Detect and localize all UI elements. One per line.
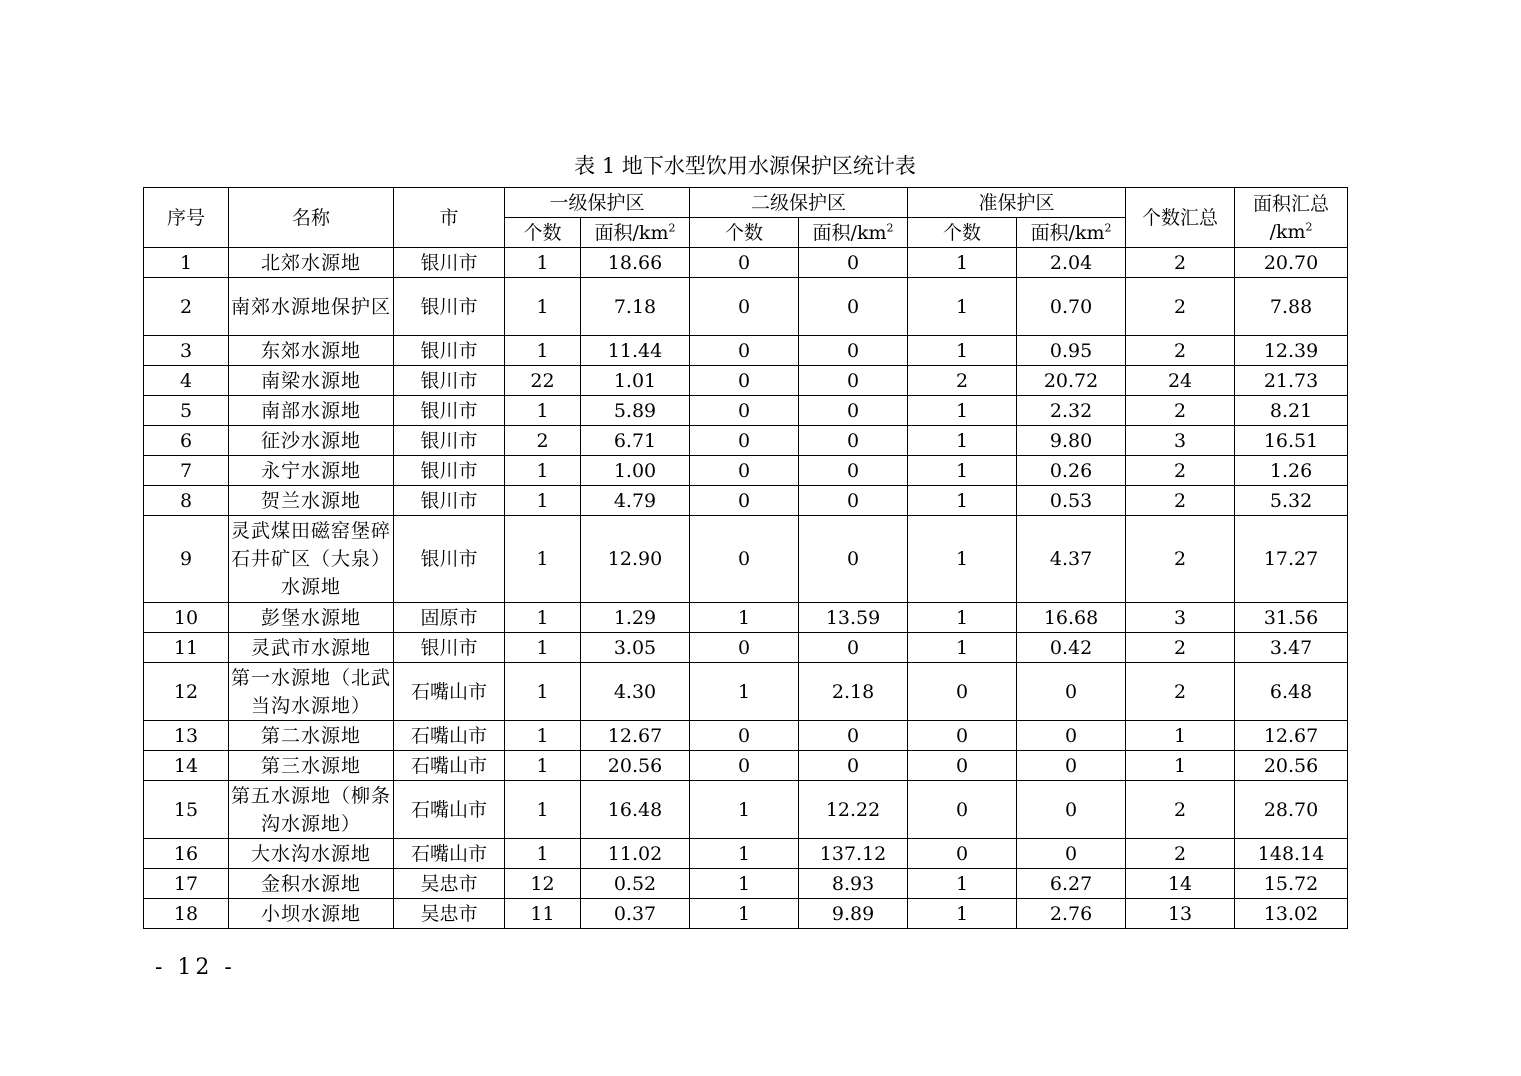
cell-quasi-count: 0 <box>908 663 1017 721</box>
cell-level1-count: 1 <box>505 336 581 366</box>
header-level1: 一级保护区 <box>505 188 690 218</box>
header-area-label: 面积/km <box>812 221 887 244</box>
cell-city: 石嘴山市 <box>394 721 505 751</box>
cell-level1-area: 0.52 <box>581 869 690 899</box>
cell-count-total: 2 <box>1126 633 1235 663</box>
cell-area-total: 8.21 <box>1235 396 1348 426</box>
cell-count-total: 13 <box>1126 899 1235 929</box>
cell-name: 南部水源地 <box>229 396 394 426</box>
cell-seq: 3 <box>144 336 229 366</box>
cell-level2-count: 1 <box>690 663 799 721</box>
cell-city: 银川市 <box>394 248 505 278</box>
cell-level2-area: 0 <box>799 456 908 486</box>
header-area-total-line1: 面积汇总 <box>1253 192 1330 215</box>
cell-quasi-count: 0 <box>908 781 1017 839</box>
cell-level1-area: 4.30 <box>581 663 690 721</box>
cell-city: 银川市 <box>394 456 505 486</box>
cell-count-total: 2 <box>1126 781 1235 839</box>
cell-name: 永宁水源地 <box>229 456 394 486</box>
cell-city: 石嘴山市 <box>394 751 505 781</box>
cell-seq: 5 <box>144 396 229 426</box>
cell-level2-count: 0 <box>690 278 799 336</box>
cell-area-total: 148.14 <box>1235 839 1348 869</box>
header-quasi-area <box>1017 218 1126 248</box>
cell-level1-area: 3.05 <box>581 633 690 663</box>
header-area-label: 面积/km <box>594 221 669 244</box>
cell-level2-area: 12.22 <box>799 781 908 839</box>
header-quasi-count: 个数 <box>908 218 1017 248</box>
cell-city: 银川市 <box>394 336 505 366</box>
cell-seq: 7 <box>144 456 229 486</box>
cell-quasi-area: 2.32 <box>1017 396 1126 426</box>
cell-count-total: 2 <box>1126 248 1235 278</box>
cell-quasi-count: 2 <box>908 366 1017 396</box>
cell-level1-count: 1 <box>505 456 581 486</box>
cell-city: 银川市 <box>394 633 505 663</box>
cell-quasi-count: 1 <box>908 248 1017 278</box>
cell-name: 南梁水源地 <box>229 366 394 396</box>
table-row <box>144 426 1348 456</box>
table-row <box>144 839 1348 869</box>
cell-area-total: 17.27 <box>1235 516 1348 603</box>
statistics-table <box>143 187 1348 929</box>
cell-level2-count: 0 <box>690 248 799 278</box>
cell-level1-area: 20.56 <box>581 751 690 781</box>
cell-quasi-count: 1 <box>908 456 1017 486</box>
cell-area-total: 6.48 <box>1235 663 1348 721</box>
unit-superscript: 2 <box>1305 220 1313 234</box>
cell-name: 灵武市水源地 <box>229 633 394 663</box>
cell-level1-count: 1 <box>505 486 581 516</box>
cell-quasi-count: 1 <box>908 633 1017 663</box>
table-row <box>144 486 1348 516</box>
cell-city: 银川市 <box>394 486 505 516</box>
cell-area-total: 20.70 <box>1235 248 1348 278</box>
header-quasi: 准保护区 <box>908 188 1126 218</box>
cell-quasi-area: 0.42 <box>1017 633 1126 663</box>
cell-city: 银川市 <box>394 516 505 603</box>
cell-quasi-area: 0.70 <box>1017 278 1126 336</box>
cell-count-total: 2 <box>1126 839 1235 869</box>
cell-level1-count: 1 <box>505 839 581 869</box>
cell-level2-count: 0 <box>690 721 799 751</box>
cell-name: 南郊水源地保护区 <box>229 278 394 336</box>
cell-quasi-count: 0 <box>908 721 1017 751</box>
cell-area-total: 21.73 <box>1235 366 1348 396</box>
cell-count-total: 2 <box>1126 456 1235 486</box>
cell-quasi-area: 2.76 <box>1017 899 1126 929</box>
cell-city: 固原市 <box>394 603 505 633</box>
cell-level1-count: 1 <box>505 721 581 751</box>
cell-seq: 12 <box>144 663 229 721</box>
cell-level1-count: 12 <box>505 869 581 899</box>
cell-level2-count: 0 <box>690 633 799 663</box>
cell-quasi-count: 1 <box>908 516 1017 603</box>
cell-count-total: 14 <box>1126 869 1235 899</box>
table-row <box>144 721 1348 751</box>
cell-area-total: 16.51 <box>1235 426 1348 456</box>
cell-count-total: 1 <box>1126 751 1235 781</box>
cell-level1-count: 1 <box>505 396 581 426</box>
cell-level1-area: 6.71 <box>581 426 690 456</box>
header-city: 市 <box>394 188 505 248</box>
cell-city: 银川市 <box>394 366 505 396</box>
header-name: 名称 <box>229 188 394 248</box>
header-count-total: 个数汇总 <box>1126 188 1235 248</box>
table-row <box>144 366 1348 396</box>
header-area-label: 面积/km <box>1030 221 1105 244</box>
cell-level2-area: 8.93 <box>799 869 908 899</box>
cell-seq: 13 <box>144 721 229 751</box>
cell-level1-area: 0.37 <box>581 899 690 929</box>
cell-quasi-area: 4.37 <box>1017 516 1126 603</box>
cell-quasi-count: 1 <box>908 899 1017 929</box>
unit-superscript: 2 <box>668 221 676 235</box>
cell-level1-count: 11 <box>505 899 581 929</box>
cell-quasi-count: 1 <box>908 603 1017 633</box>
table-title: 表 1 地下水型饮用水源保护区统计表 <box>574 154 916 178</box>
table-row <box>144 248 1348 278</box>
cell-name: 东郊水源地 <box>229 336 394 366</box>
cell-count-total: 2 <box>1126 486 1235 516</box>
unit-superscript: 2 <box>1104 221 1112 235</box>
cell-level2-area: 0 <box>799 486 908 516</box>
cell-level2-area: 0 <box>799 751 908 781</box>
cell-level2-count: 0 <box>690 456 799 486</box>
page-number: - 12 - <box>155 955 236 980</box>
cell-level1-area: 16.48 <box>581 781 690 839</box>
cell-level2-count: 0 <box>690 426 799 456</box>
cell-quasi-area: 0 <box>1017 839 1126 869</box>
header-level2-count: 个数 <box>690 218 799 248</box>
cell-level2-area: 0 <box>799 426 908 456</box>
cell-area-total: 13.02 <box>1235 899 1348 929</box>
cell-city: 银川市 <box>394 426 505 456</box>
cell-quasi-count: 1 <box>908 486 1017 516</box>
table-row <box>144 603 1348 633</box>
cell-seq: 9 <box>144 516 229 603</box>
cell-area-total: 20.56 <box>1235 751 1348 781</box>
cell-count-total: 2 <box>1126 336 1235 366</box>
cell-city: 吴忠市 <box>394 899 505 929</box>
header-level2-area <box>799 218 908 248</box>
cell-name: 灵武煤田磁窑堡碎石井矿区（大泉）水源地 <box>229 516 394 603</box>
cell-level1-count: 1 <box>505 516 581 603</box>
cell-name: 第一水源地（北武当沟水源地） <box>229 663 394 721</box>
cell-city: 银川市 <box>394 396 505 426</box>
cell-quasi-count: 0 <box>908 839 1017 869</box>
cell-level2-area: 0 <box>799 633 908 663</box>
cell-level1-count: 2 <box>505 426 581 456</box>
cell-count-total: 3 <box>1126 426 1235 456</box>
cell-seq: 14 <box>144 751 229 781</box>
cell-level2-area: 0 <box>799 516 908 603</box>
cell-quasi-count: 1 <box>908 396 1017 426</box>
cell-level2-area: 0 <box>799 278 908 336</box>
table-row <box>144 663 1348 721</box>
cell-area-total: 1.26 <box>1235 456 1348 486</box>
cell-quasi-count: 1 <box>908 336 1017 366</box>
cell-level2-area: 0 <box>799 336 908 366</box>
cell-name: 第五水源地（柳条沟水源地） <box>229 781 394 839</box>
cell-level2-count: 1 <box>690 869 799 899</box>
cell-level2-area: 0 <box>799 248 908 278</box>
cell-level2-count: 0 <box>690 486 799 516</box>
table-row <box>144 516 1348 603</box>
cell-area-total: 12.39 <box>1235 336 1348 366</box>
cell-level1-area: 1.01 <box>581 366 690 396</box>
unit-superscript: 2 <box>886 221 894 235</box>
cell-city: 吴忠市 <box>394 869 505 899</box>
cell-seq: 15 <box>144 781 229 839</box>
cell-city: 石嘴山市 <box>394 781 505 839</box>
cell-level1-area: 1.29 <box>581 603 690 633</box>
table-row <box>144 751 1348 781</box>
cell-level2-count: 1 <box>690 781 799 839</box>
cell-level2-area: 2.18 <box>799 663 908 721</box>
cell-level1-count: 1 <box>505 278 581 336</box>
table-row <box>144 336 1348 366</box>
cell-quasi-area: 0.26 <box>1017 456 1126 486</box>
cell-level2-area: 0 <box>799 721 908 751</box>
table-row <box>144 869 1348 899</box>
cell-seq: 18 <box>144 899 229 929</box>
cell-level1-area: 18.66 <box>581 248 690 278</box>
cell-level1-count: 1 <box>505 663 581 721</box>
cell-quasi-area: 16.68 <box>1017 603 1126 633</box>
cell-count-total: 24 <box>1126 366 1235 396</box>
cell-level2-area: 0 <box>799 366 908 396</box>
cell-seq: 6 <box>144 426 229 456</box>
cell-quasi-count: 0 <box>908 751 1017 781</box>
table-row <box>144 633 1348 663</box>
cell-level2-count: 0 <box>690 396 799 426</box>
cell-city: 银川市 <box>394 278 505 336</box>
cell-count-total: 2 <box>1126 663 1235 721</box>
cell-level2-count: 0 <box>690 336 799 366</box>
cell-quasi-area: 9.80 <box>1017 426 1126 456</box>
cell-level1-area: 11.02 <box>581 839 690 869</box>
cell-quasi-area: 0 <box>1017 751 1126 781</box>
cell-level1-count: 22 <box>505 366 581 396</box>
cell-area-total: 31.56 <box>1235 603 1348 633</box>
cell-quasi-area: 2.04 <box>1017 248 1126 278</box>
cell-count-total: 2 <box>1126 396 1235 426</box>
header-seq: 序号 <box>144 188 229 248</box>
cell-name: 第三水源地 <box>229 751 394 781</box>
cell-quasi-area: 20.72 <box>1017 366 1126 396</box>
cell-quasi-area: 0 <box>1017 721 1126 751</box>
cell-name: 贺兰水源地 <box>229 486 394 516</box>
cell-area-total: 3.47 <box>1235 633 1348 663</box>
header-area-total-unit: /km <box>1269 220 1306 243</box>
cell-level1-area: 4.79 <box>581 486 690 516</box>
cell-level2-area: 137.12 <box>799 839 908 869</box>
header-level1-count: 个数 <box>505 218 581 248</box>
cell-quasi-area: 6.27 <box>1017 869 1126 899</box>
cell-level2-area: 9.89 <box>799 899 908 929</box>
table-row <box>144 396 1348 426</box>
cell-level1-count: 1 <box>505 633 581 663</box>
cell-seq: 16 <box>144 839 229 869</box>
cell-area-total: 7.88 <box>1235 278 1348 336</box>
cell-level1-count: 1 <box>505 781 581 839</box>
cell-level2-count: 0 <box>690 516 799 603</box>
cell-level2-area: 0 <box>799 396 908 426</box>
cell-count-total: 2 <box>1126 516 1235 603</box>
header-area-total <box>1235 188 1348 248</box>
cell-level1-count: 1 <box>505 248 581 278</box>
cell-quasi-area: 0.53 <box>1017 486 1126 516</box>
cell-quasi-area: 0 <box>1017 663 1126 721</box>
cell-count-total: 3 <box>1126 603 1235 633</box>
cell-level2-area: 13.59 <box>799 603 908 633</box>
cell-name: 征沙水源地 <box>229 426 394 456</box>
cell-city: 石嘴山市 <box>394 663 505 721</box>
cell-name: 大水沟水源地 <box>229 839 394 869</box>
cell-name: 小坝水源地 <box>229 899 394 929</box>
cell-quasi-area: 0.95 <box>1017 336 1126 366</box>
cell-area-total: 15.72 <box>1235 869 1348 899</box>
cell-level2-count: 0 <box>690 751 799 781</box>
cell-count-total: 2 <box>1126 278 1235 336</box>
header-level2: 二级保护区 <box>690 188 908 218</box>
table-row <box>144 278 1348 336</box>
cell-name: 北郊水源地 <box>229 248 394 278</box>
cell-quasi-area: 0 <box>1017 781 1126 839</box>
cell-area-total: 12.67 <box>1235 721 1348 751</box>
cell-level1-count: 1 <box>505 603 581 633</box>
cell-level1-count: 1 <box>505 751 581 781</box>
cell-level1-area: 12.90 <box>581 516 690 603</box>
cell-name: 金积水源地 <box>229 869 394 899</box>
cell-level1-area: 5.89 <box>581 396 690 426</box>
cell-seq: 10 <box>144 603 229 633</box>
cell-area-total: 5.32 <box>1235 486 1348 516</box>
cell-area-total: 28.70 <box>1235 781 1348 839</box>
cell-city: 石嘴山市 <box>394 839 505 869</box>
cell-level2-count: 0 <box>690 366 799 396</box>
cell-level1-area: 7.18 <box>581 278 690 336</box>
cell-name: 第二水源地 <box>229 721 394 751</box>
cell-seq: 2 <box>144 278 229 336</box>
cell-count-total: 1 <box>1126 721 1235 751</box>
cell-quasi-count: 1 <box>908 869 1017 899</box>
cell-level1-area: 11.44 <box>581 336 690 366</box>
cell-seq: 4 <box>144 366 229 396</box>
table-body <box>144 248 1348 929</box>
cell-level2-count: 1 <box>690 899 799 929</box>
cell-seq: 17 <box>144 869 229 899</box>
cell-seq: 1 <box>144 248 229 278</box>
cell-level1-area: 12.67 <box>581 721 690 751</box>
cell-name: 彭堡水源地 <box>229 603 394 633</box>
cell-quasi-count: 1 <box>908 426 1017 456</box>
cell-quasi-count: 1 <box>908 278 1017 336</box>
cell-seq: 8 <box>144 486 229 516</box>
cell-seq: 11 <box>144 633 229 663</box>
cell-level2-count: 1 <box>690 839 799 869</box>
table-row <box>144 899 1348 929</box>
table-row <box>144 781 1348 839</box>
table-row <box>144 456 1348 486</box>
header-level1-area <box>581 218 690 248</box>
cell-level2-count: 1 <box>690 603 799 633</box>
cell-level1-area: 1.00 <box>581 456 690 486</box>
